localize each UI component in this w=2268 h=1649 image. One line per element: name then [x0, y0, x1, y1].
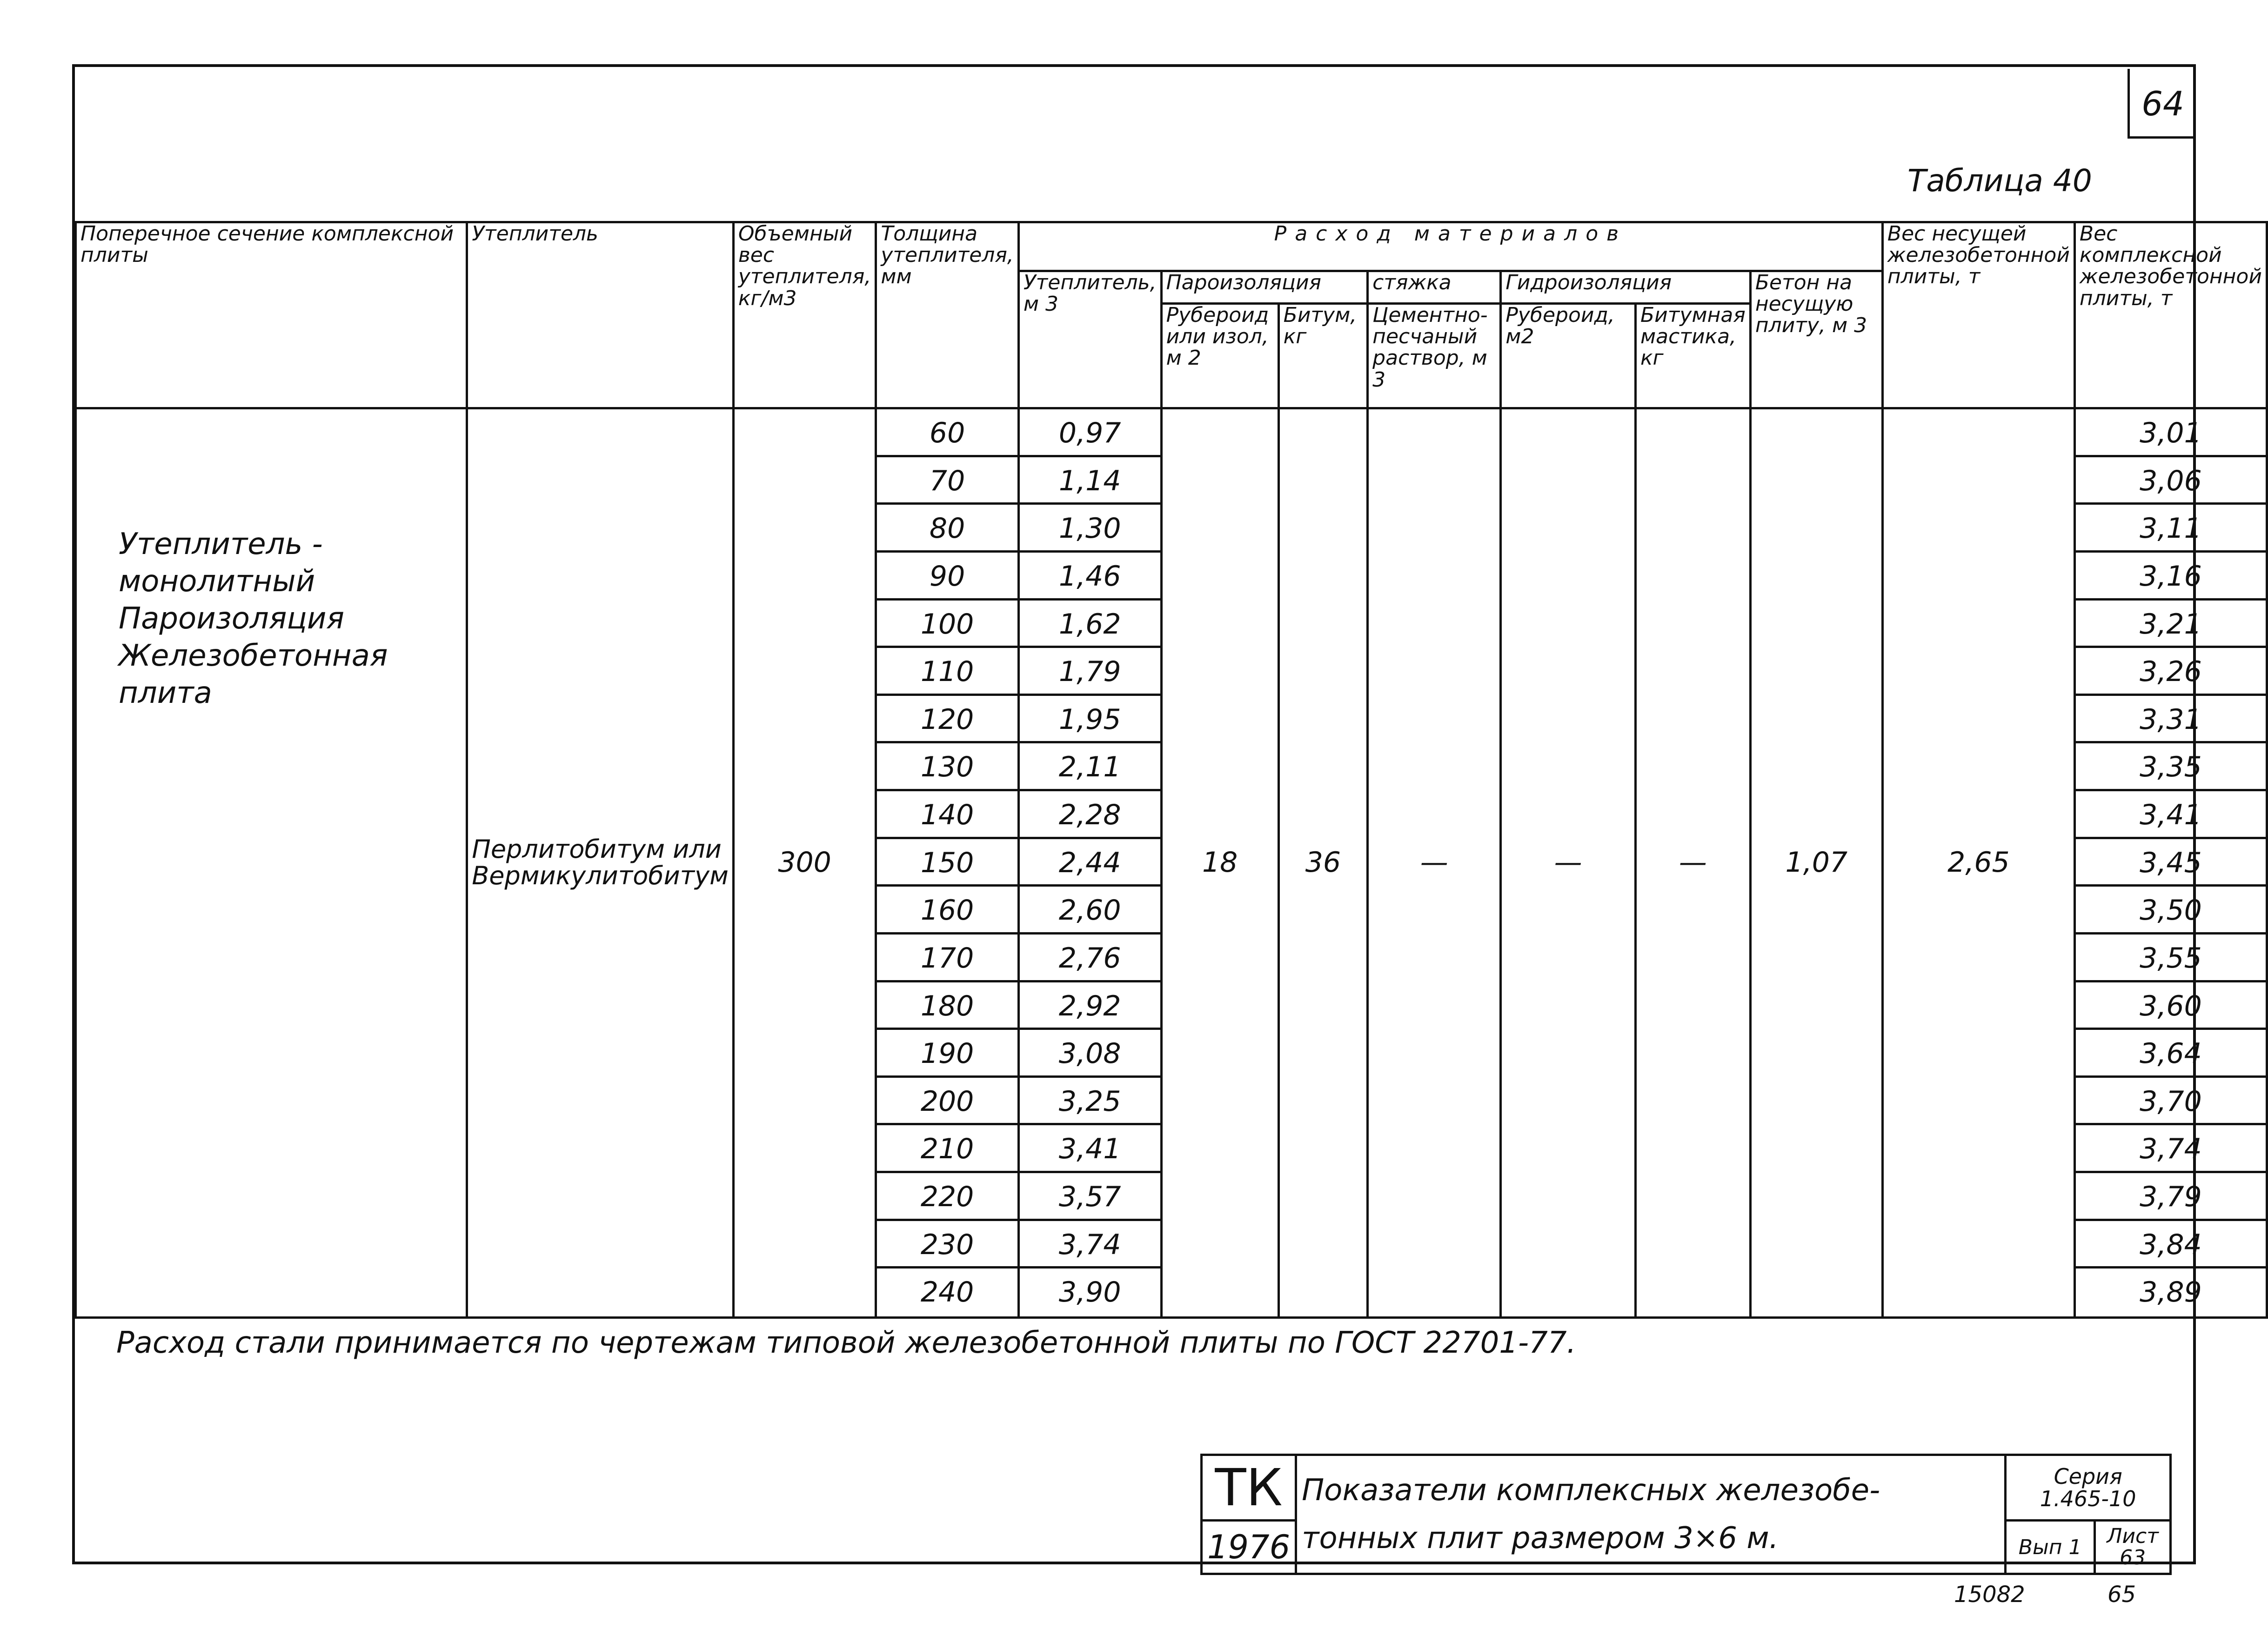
table-cell: 3,89 [2140, 1276, 2202, 1309]
density-cell: 300 [733, 408, 876, 1318]
table-title: Таблица 40 [1907, 163, 2092, 199]
table-cell: 3,21 [2076, 601, 2266, 648]
table-cell: 3,06 [2076, 457, 2266, 505]
header-cement-mortar: Цементно-песчаный раствор, м 3 [1368, 304, 1501, 408]
table-cell: 3,74 [1020, 1221, 1160, 1269]
table-cell: 3,25 [1020, 1078, 1160, 1126]
volume-column [1018, 408, 1161, 1318]
ruberoid-cell: — [1501, 408, 1636, 1318]
table-cell: 1,30 [1020, 505, 1160, 553]
header-consumption: Расход материалов [1018, 222, 1882, 271]
table-cell: 100 [877, 601, 1017, 648]
table-cell: 3,11 [2076, 505, 2266, 553]
table-cell: 3,60 [2076, 982, 2266, 1030]
header-bitumen: Битум, кг [1278, 304, 1368, 408]
section-line: Утеплитель - монолитный [119, 527, 323, 599]
table-cell: 3,26 [2076, 648, 2266, 696]
table-cell: 1,14 [1020, 457, 1160, 505]
table-cell: 1,79 [1020, 648, 1160, 696]
table-cell: 240 [920, 1276, 974, 1309]
table-cell: 3,55 [2076, 935, 2266, 982]
table-cell: 3,70 [2076, 1078, 2266, 1126]
stamp-issue: Вып 1 [2006, 1521, 2095, 1574]
table-cell: 3,57 [1020, 1173, 1160, 1221]
table-cell: 3,31 [2076, 696, 2266, 744]
table-cell: 70 [877, 457, 1017, 505]
slab-weight-cell: 2,65 [1882, 408, 2074, 1318]
table-cell: 3,41 [2076, 791, 2266, 839]
table-cell: 200 [877, 1078, 1017, 1126]
section-line: Пароизоляция [119, 601, 344, 636]
table-cell: 190 [877, 1030, 1017, 1078]
ruberoid-izol-cell: 18 [1161, 408, 1278, 1318]
stamp-org: ТК [1202, 1455, 1296, 1521]
header-concrete: Бетон на несущую плиту, м 3 [1750, 271, 1882, 408]
header-ruberoid-izol: Рубероид или изол, м 2 [1161, 304, 1278, 408]
table-cell: 3,50 [2076, 887, 2266, 935]
steel-note: Расход стали принимается по чертежам типовой железобетонной плиты по ГОСТ 22701-77. [116, 1326, 1576, 1360]
section-description [76, 408, 467, 1318]
table-cell: 3,64 [2076, 1030, 2266, 1078]
bitumen-cell: 36 [1278, 408, 1368, 1318]
stamp-sheet-label: Лист [2107, 1524, 2159, 1548]
table-cell: 2,92 [1020, 982, 1160, 1030]
stamp-series-label: Серия [2054, 1463, 2122, 1489]
stamp-title-line: тонных плит размером 3×6 м. [1302, 1521, 1779, 1556]
footer-page: 65 [2107, 1582, 2136, 1608]
table-cell: 140 [877, 791, 1017, 839]
insulant-cell: Перлитобитум или Вермикулитобитум [467, 408, 734, 1318]
thickness-column [876, 408, 1019, 1318]
table-cell: 3,45 [2076, 839, 2266, 887]
table-cell: 1,46 [1020, 553, 1160, 601]
table-cell: 180 [877, 982, 1017, 1030]
table-cell: 3,35 [2076, 743, 2266, 791]
header-slab-weight: Вес несущей железобетонной плиты, т [1882, 222, 2074, 408]
table-cell: 170 [877, 935, 1017, 982]
header-screed: стяжка [1368, 271, 1501, 304]
table-cell: 230 [877, 1221, 1017, 1269]
table-cell: 120 [877, 696, 1017, 744]
page-number: 64 [2128, 69, 2196, 139]
header-waterproofing: Гидроизоляция [1501, 271, 1751, 304]
table-cell: 110 [877, 648, 1017, 696]
table-cell: 3,90 [1058, 1276, 1121, 1309]
table-cell: 3,84 [2076, 1221, 2266, 1269]
table-cell: 1,95 [1020, 696, 1160, 744]
stamp-year: 1976 [1202, 1521, 1296, 1574]
header-insul-volume: Утеплитель, м 3 [1018, 271, 1161, 408]
screed-cell: — [1368, 408, 1501, 1318]
table-cell: 2,44 [1020, 839, 1160, 887]
header-complex-weight: Вес комплексной железобетонной плиты, т [2074, 222, 2267, 408]
mastic-cell: — [1635, 408, 1750, 1318]
materials-table [74, 221, 2268, 1319]
stamp-title-line: Показатели комплексных железобе- [1302, 1473, 1880, 1508]
header-density: Объемный вес утеплителя, кг/м3 [733, 222, 876, 408]
table-cell: 0,97 [1020, 409, 1160, 457]
header-mastic: Битумная мастика, кг [1635, 304, 1750, 408]
table-cell: 2,28 [1020, 791, 1160, 839]
footer-code: 15082 [1954, 1582, 2025, 1608]
table-cell: 2,76 [1020, 935, 1160, 982]
table-cell: 2,11 [1020, 743, 1160, 791]
stamp-title [1296, 1455, 2006, 1574]
section-line: Железобетонная плита [119, 639, 388, 710]
table-cell: 3,16 [2076, 553, 2266, 601]
table-cell: 220 [877, 1173, 1017, 1221]
concrete-cell: 1,07 [1750, 408, 1882, 1318]
header-section: Поперечное сечение комплексной плиты [76, 222, 467, 408]
table-cell: 2,60 [1020, 887, 1160, 935]
stamp-sheet [2095, 1521, 2171, 1574]
table-cell: 3,74 [2076, 1125, 2266, 1173]
title-block [1200, 1454, 2172, 1575]
table-cell: 3,01 [2076, 409, 2266, 457]
stamp-series [2006, 1455, 2171, 1521]
table-cell: 160 [877, 887, 1017, 935]
table-cell: 1,62 [1020, 601, 1160, 648]
header-vapor-barrier: Пароизоляция [1161, 271, 1368, 304]
header-ruberoid: Рубероид, м2 [1501, 304, 1636, 408]
header-insulant: Утеплитель [467, 222, 734, 408]
table-cell: 150 [877, 839, 1017, 887]
table-cell: 3,08 [1020, 1030, 1160, 1078]
table-cell: 130 [877, 743, 1017, 791]
header-thickness: Толщина утеплителя, мм [876, 222, 1019, 408]
table-cell: 80 [877, 505, 1017, 553]
table-cell: 210 [877, 1125, 1017, 1173]
table-cell: 60 [877, 409, 1017, 457]
table-cell: 3,41 [1020, 1125, 1160, 1173]
stamp-sheet-value: 63 [2120, 1546, 2146, 1569]
table-cell: 90 [877, 553, 1017, 601]
complex-weight-column [2074, 408, 2267, 1318]
stamp-series-value: 1.465-10 [2040, 1486, 2136, 1511]
table-cell: 3,79 [2076, 1173, 2266, 1221]
